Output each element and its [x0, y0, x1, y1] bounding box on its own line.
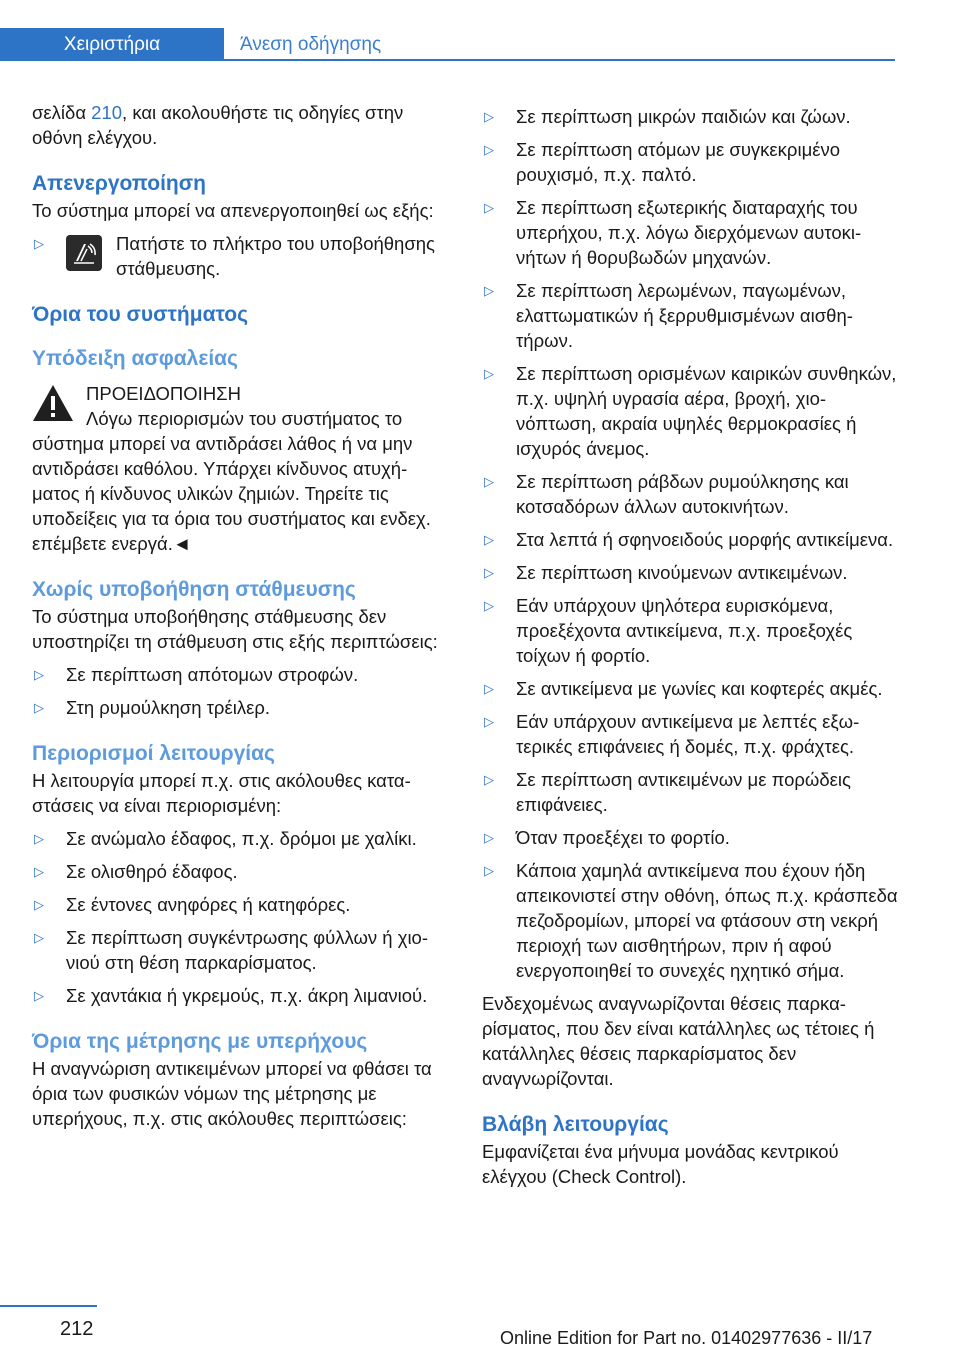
list-item	[32, 231, 448, 281]
function-limits-text: Η λειτουργία μπορεί π.χ. στις ακόλουθες καταστάσεις να είναι περιορισμένη:	[32, 770, 411, 816]
triangle-right-icon: ▷	[34, 831, 44, 846]
triangle-right-icon: ▷	[484, 142, 494, 157]
malfunction-heading: Βλάβη λειτουργίας	[482, 1113, 669, 1136]
list-item: ▷ Όταν προεξέχει το φορτίο.	[484, 827, 730, 848]
list-item: ▷ Σε περίπτωση λερωμένων, παγωμένων, ελαττωματικών ή ξερρυθμισμένων αισθητήρων.	[484, 280, 853, 351]
triangle-right-icon: ▷	[484, 283, 494, 298]
ultrasound-limits-text: Η αναγνώριση αντικειμένων μπορεί να φθάσει τα όρια των φυσικών νόμων της μέτρησης με υπερήχους, π.χ. στις ακόλουθες περιπτώσεις:	[32, 1058, 432, 1129]
page-number: 212	[60, 1318, 94, 1340]
triangle-right-icon: ▷	[484, 565, 494, 580]
intro-paragraph: σελίδα 210, και ακολουθήστε τις οδηγίες στην οθόνη ελέγχου.	[32, 102, 404, 148]
right-column	[482, 100, 898, 1189]
warning-label: ΠΡΟΕΙΔΟΠΟΙΗΣΗ	[86, 383, 241, 404]
list-item: ▷ Σε περίπτωση κινούμενων αντικειμένων.	[484, 562, 848, 583]
list-item: ▷ Σε αντικείμενα με γωνίες και κοφτερές ακμές.	[484, 678, 883, 699]
list-item: ▷ Σε περίπτωση απότομων στροφών.	[34, 664, 359, 685]
triangle-right-icon: ▷	[484, 598, 494, 613]
page-header	[0, 28, 895, 61]
system-limits-heading: Όρια του συστήματος	[32, 303, 249, 326]
triangle-right-icon: ▷	[484, 772, 494, 787]
tab-driving-comfort[interactable]: Άνεση οδήγησης	[240, 33, 382, 55]
triangle-right-icon: ▷	[34, 988, 44, 1003]
no-assist-text: Το σύστημα υποβοήθησης στάθμευσης δεν υποστηρίζει τη στάθμευση στις εξής περιπτώσεις:	[32, 606, 438, 652]
no-assist-list	[32, 662, 448, 720]
list-item: ▷ Εάν υπάρχουν ψηλότερα ευρισκόμενα, προεξέχοντα αντικείμενα, π.χ. προεξοχές τοίχων ή φορτίο.	[484, 595, 853, 666]
list-item: ▷ Στα λεπτά ή σφηνοειδούς μορφής αντικείμενα.	[484, 529, 894, 550]
triangle-right-icon: ▷	[34, 667, 44, 682]
triangle-right-icon: ▷	[484, 200, 494, 215]
left-column	[32, 100, 448, 1131]
triangle-right-icon: ▷	[484, 366, 494, 381]
list-item: ▷ Σε περίπτωση μικρών παιδιών και ζώων.	[484, 106, 851, 127]
list-item: ▷ Κάποια χαμηλά αντικείμενα που έχουν ήδη απεικονιστεί στην οθόνη, όπως π.χ. κράσπεδα πεζοδρομίων, μπορεί να φτάσουν στη νεκρή περιοχή των αισθητήρων, πριν ή αφού ενεργοποιηθεί το συνεχές ηχητικό σήμα.	[484, 860, 898, 981]
safety-note-heading: Υπόδειξη ασφαλείας	[32, 347, 238, 370]
ultrasound-cases-list	[482, 104, 898, 983]
triangle-right-icon: ▷	[484, 109, 494, 124]
triangle-right-icon: ▷	[34, 236, 44, 251]
list-item: ▷ Σε περίπτωση ατόμων με συγκεκριμένο ρουχισμό, π.χ. παλτό.	[484, 139, 841, 185]
no-assist-heading: Χωρίς υποβοήθηση στάθμευσης	[32, 578, 356, 601]
triangle-right-icon: ▷	[484, 863, 494, 878]
ultrasound-limits-heading: Όρια της μέτρησης με υπερήχους	[32, 1030, 368, 1053]
list-item: ▷ Σε περίπτωση ράβδων ρυμούλκησης και κοτσαδόρων άλλων αυτοκινήτων.	[484, 471, 849, 517]
footer-divider	[0, 1305, 97, 1307]
triangle-right-icon: ▷	[484, 830, 494, 845]
warning-text: Λόγω περιορισμών του συστήματος το σύστημα μπορεί να αντιδράσει λάθος ή να μην αντιδράσει καθόλου. Υπάρχει κίνδυνος ατυχήματος ή κίνδυνος υλικών ζημιών. Τηρείτε τις υποδείξεις για τα όρια του συστήματος και ενδεχ. επέμβετε ενεργά.◄	[32, 408, 431, 554]
tab-controls[interactable]: Χειριστήρια	[0, 28, 224, 61]
header-divider	[224, 59, 895, 61]
list-item: ▷ Σε περίπτωση συγκέντρωσης φύλλων ή χιονιού στη θέση παρκαρίσματος.	[34, 927, 429, 973]
list-item: ▷ Σε χαντάκια ή γκρεμούς, π.χ. άκρη λιμανιού.	[34, 985, 428, 1006]
warning-block	[32, 381, 448, 556]
triangle-right-icon: ▷	[484, 474, 494, 489]
triangle-right-icon: ▷	[34, 700, 44, 715]
triangle-right-icon: ▷	[34, 864, 44, 879]
list-item: ▷ Σε έντονες ανηφόρες ή κατηφόρες.	[34, 894, 351, 915]
malfunction-text: Εμφανίζεται ένα μήνυμα μονάδας κεντρικού ελέγχου (Check Control).	[482, 1141, 839, 1187]
triangle-right-icon: ▷	[34, 897, 44, 912]
list-item: ▷ Σε περίπτωση εξωτερικής διαταραχής του υπερήχου, π.χ. λόγω διερχόμενων αυτοκινήτων ή θορυβωδών μηχανών.	[484, 197, 862, 268]
list-item: ▷ Στη ρυμούλκηση τρέιλερ.	[34, 697, 270, 718]
function-limits-list	[32, 826, 448, 1008]
list-item: ▷ Σε ολισθηρό έδαφος.	[34, 861, 238, 882]
warning-triangle-icon	[32, 383, 74, 423]
list-item: ▷ Σε περίπτωση ορισμένων καιρικών συνθηκών, π.χ. υψηλή υγρασία αέρα, βροχή, χιονόπτωση, ακραία υψηλές θερμοκρασίες ή ισχυρός άνεμος.	[484, 363, 897, 459]
deactivation-heading: Απενεργοποίηση	[32, 172, 206, 195]
deactivation-list	[32, 231, 448, 281]
list-item: ▷ Σε περίπτωση αντικειμένων με πορώδεις επιφάνειες.	[484, 769, 851, 815]
edition-note: Online Edition for Part no. 01402977636 - II/17	[500, 1328, 873, 1348]
triangle-right-icon: ▷	[484, 681, 494, 696]
list-item: ▷ Σε ανώμαλο έδαφος, π.χ. δρόμοι με χαλίκι.	[34, 828, 417, 849]
triangle-right-icon: ▷	[484, 532, 494, 547]
triangle-right-icon: ▷	[484, 714, 494, 729]
parking-space-recognition-text: Ενδεχομένως αναγνωρίζονται θέσεις παρκαρίσματος, που δεν είναι κατάλληλες ως τέτοιες ή κατάλληλες θέσεις παρκαρίσματος δεν αναγνωρίζονται.	[482, 993, 875, 1089]
function-limits-heading: Περιορισμοί λειτουργίας	[32, 742, 275, 765]
page-link-210[interactable]: 210	[91, 102, 123, 123]
deactivation-item-text: Πατήστε το πλήκτρο του υποβοήθησης στάθμευσης.	[116, 233, 435, 279]
list-item: ▷ Εάν υπάρχουν αντικείμενα με λεπτές εξωτερικές επιφάνειες ή δομές, π.χ. φράχτες.	[484, 711, 860, 757]
deactivation-text: Το σύστημα μπορεί να απενεργοποιηθεί ως εξής:	[32, 200, 434, 221]
parking-assistant-button-icon	[66, 235, 102, 271]
triangle-right-icon: ▷	[34, 930, 44, 945]
